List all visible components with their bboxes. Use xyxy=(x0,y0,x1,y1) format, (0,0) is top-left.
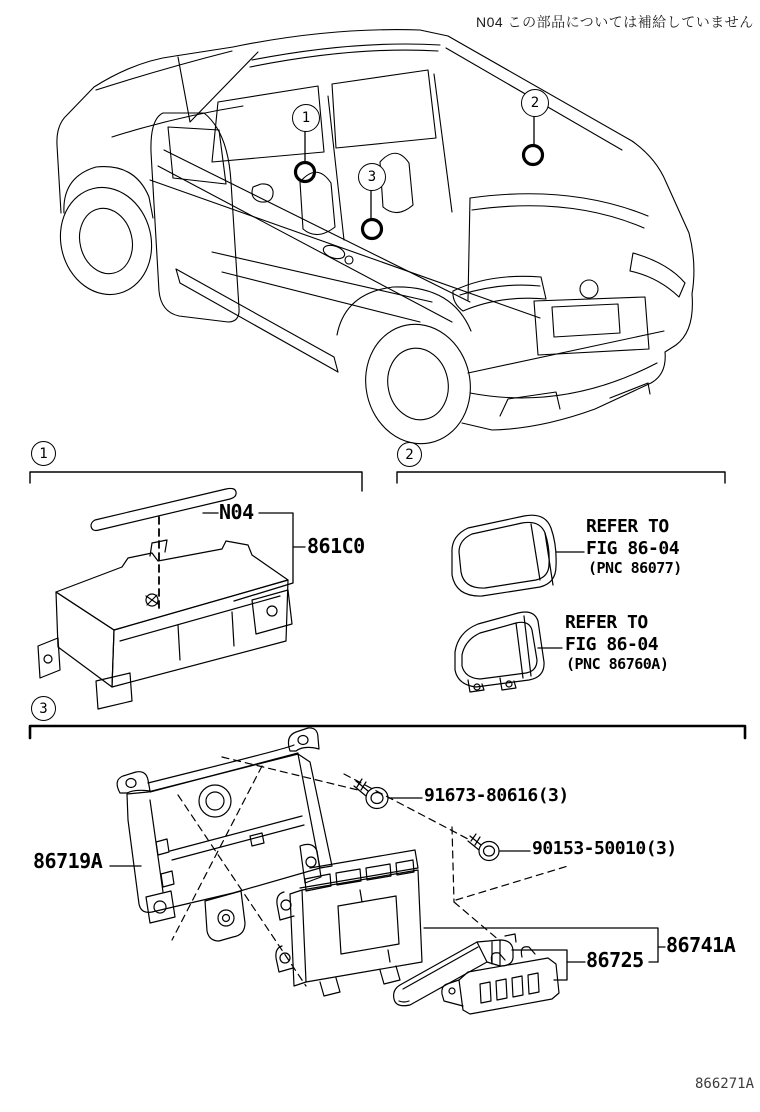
bracket-drawing xyxy=(117,728,332,941)
part-label-86719a[interactable]: 86719A xyxy=(33,849,103,873)
not-supplied-note: N04 この部品については補給していません xyxy=(476,14,754,30)
section3-leader-lines xyxy=(110,798,665,980)
refer-top-pnc: (PNC 86077) xyxy=(588,559,682,577)
screw-a-icon xyxy=(354,779,388,809)
part-label-n04[interactable]: N04 xyxy=(219,500,254,524)
refer-base-pnc: (PNC 86760A) xyxy=(566,655,669,673)
roof-antenna-drawing xyxy=(452,515,556,596)
part-label-screw-a[interactable]: 91673-80616(3) xyxy=(424,785,569,806)
callout-car-2[interactable]: 2 xyxy=(521,89,549,117)
part-label-86741a[interactable]: 86741A xyxy=(666,933,736,957)
part-label-861c0[interactable]: 861C0 xyxy=(307,534,365,558)
section-brackets xyxy=(30,472,745,738)
callout-car-1[interactable]: 1 xyxy=(292,104,320,132)
callout-car-3[interactable]: 3 xyxy=(358,163,386,191)
section-1-number[interactable]: 1 xyxy=(31,441,56,466)
amplifier-stick-drawing xyxy=(394,934,516,1006)
part-label-screw-b[interactable]: 90153-50010(3) xyxy=(532,838,677,859)
figure-code: 866271A xyxy=(695,1076,755,1092)
refer-top-line1: REFER TO xyxy=(586,516,669,537)
refer-base-line2: FIG 86-04 xyxy=(565,634,659,655)
refer-base-line1: REFER TO xyxy=(565,612,648,633)
antenna-base-drawing xyxy=(455,612,544,692)
car-illustration xyxy=(49,30,694,454)
screw-b-icon xyxy=(468,834,499,861)
refer-top-line2: FIG 86-04 xyxy=(586,538,680,559)
film-antenna-drawing xyxy=(91,488,236,530)
section-3-number[interactable]: 3 xyxy=(31,696,56,721)
part-label-86725[interactable]: 86725 xyxy=(586,948,644,972)
section-2-number[interactable]: 2 xyxy=(397,442,422,467)
amplifier-drawing xyxy=(38,540,292,709)
